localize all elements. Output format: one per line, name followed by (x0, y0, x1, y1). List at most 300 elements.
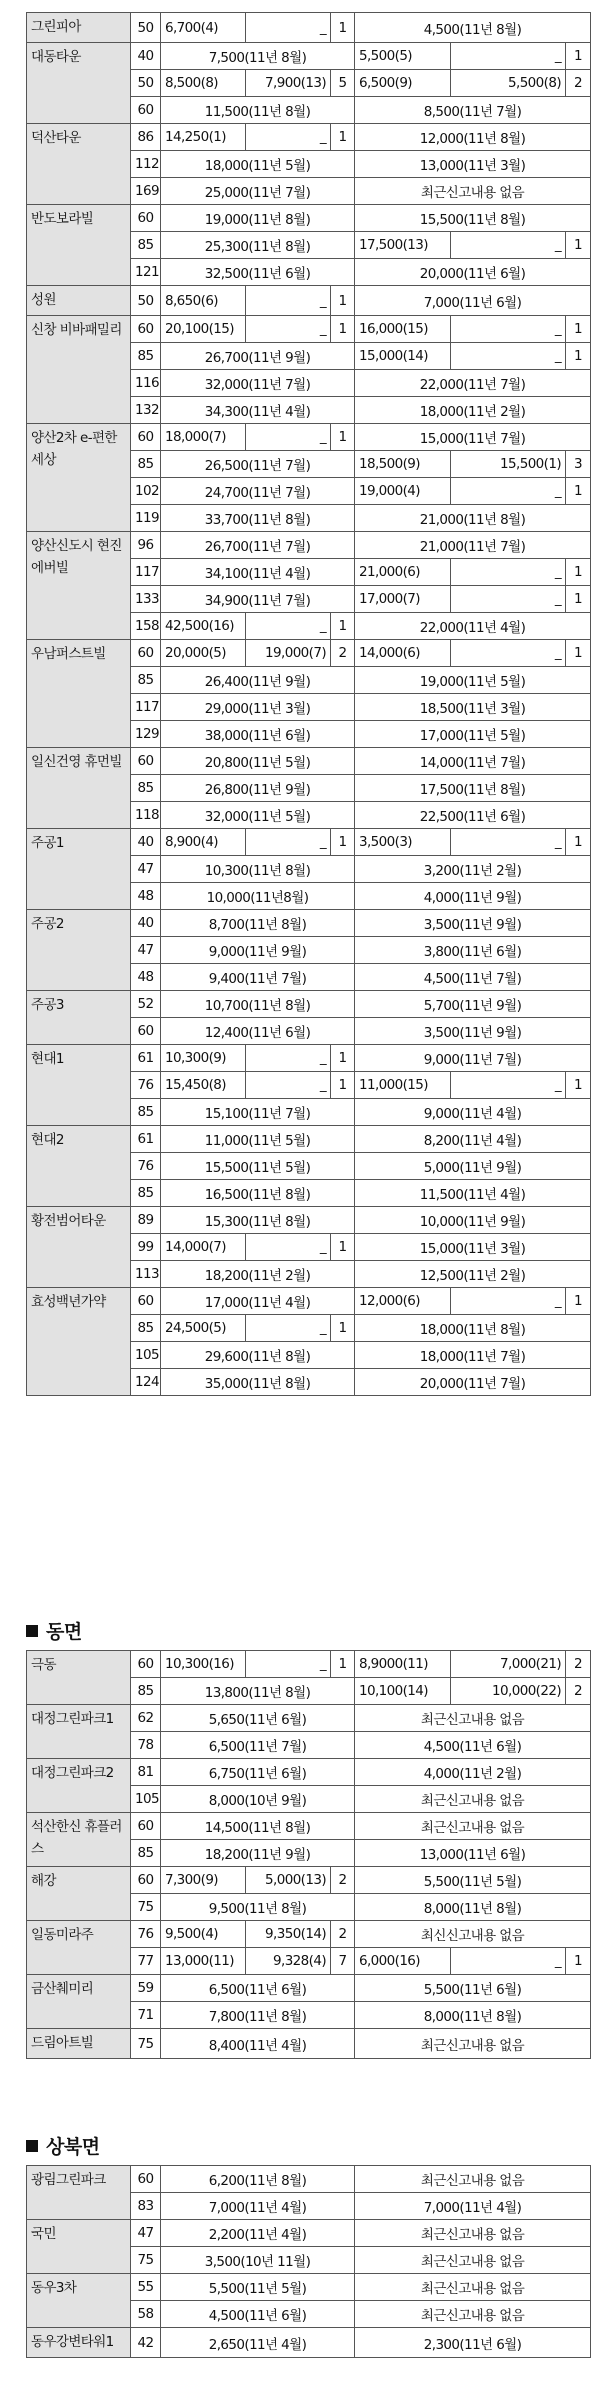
unit-size: 55 (131, 2274, 161, 2301)
sale-high: 8,500(8) (161, 70, 246, 97)
sale-high: 14,000(7) (161, 1234, 246, 1261)
complex-name: 주공1 (27, 829, 131, 910)
sale-price: 32,500(11년 6월) (161, 259, 355, 286)
unit-size: 60 (131, 205, 161, 232)
jeonse-price: 18,000(11년 2월) (355, 397, 591, 424)
unit-size: 85 (131, 232, 161, 259)
sale-price: 29,600(11년 8월) (161, 1342, 355, 1369)
unit-size: 77 (131, 1948, 161, 1975)
table-block-1 (26, 12, 590, 1396)
sale-price: 10,000(11년8월) (161, 883, 355, 910)
sale-price: 5,500(11년 5월) (161, 2274, 355, 2301)
sale-price: 8,700(11년 8월) (161, 910, 355, 937)
jeonse-price: 4,500(11년 6월) (355, 1732, 591, 1759)
jeonse-price: 5,700(11년 9월) (355, 991, 591, 1018)
jeonse-price: 최근신고내용 없음 (355, 2029, 591, 2059)
sale-price: 24,700(11년 7월) (161, 478, 355, 505)
sale-price: 15,100(11년 7월) (161, 1099, 355, 1126)
sale-price: 15,300(11년 8월) (161, 1207, 355, 1234)
jeonse-price: 15,500(11년 8월) (355, 205, 591, 232)
sale-low: _ (246, 316, 331, 343)
sale-low: _ (246, 13, 331, 43)
jeonse-high: 6,000(16) (355, 1948, 451, 1975)
jeonse-low: _ (451, 829, 566, 856)
sale-count: 1 (331, 829, 355, 856)
sale-price: 20,800(11년 5월) (161, 748, 355, 775)
sale-price: 25,300(11년 8월) (161, 232, 355, 259)
sale-low: _ (246, 613, 331, 640)
unit-size: 60 (131, 1288, 161, 1315)
sale-price: 12,400(11년 6월) (161, 1018, 355, 1045)
jeonse-high: 11,000(15) (355, 1072, 451, 1099)
sale-count: 1 (331, 424, 355, 451)
jeonse-price: 7,000(11년 6월) (355, 286, 591, 316)
unit-size: 75 (131, 1894, 161, 1921)
unit-size: 76 (131, 1072, 161, 1099)
table-row (27, 124, 591, 151)
jeonse-count: 1 (566, 640, 591, 667)
jeonse-price: 7,000(11년 4월) (355, 2193, 591, 2220)
unit-size: 85 (131, 1315, 161, 1342)
jeonse-price: 4,000(11년 2월) (355, 1759, 591, 1786)
complex-name: 성원 (27, 286, 131, 316)
unit-size: 118 (131, 802, 161, 829)
complex-name: 드림아트빌 (27, 2029, 131, 2059)
sale-count: 1 (331, 1315, 355, 1342)
unit-size: 50 (131, 70, 161, 97)
sale-count: 1 (331, 613, 355, 640)
sale-price: 29,000(11년 3월) (161, 694, 355, 721)
jeonse-price: 22,000(11년 4월) (355, 613, 591, 640)
jeonse-price: 3,500(11년 9월) (355, 1018, 591, 1045)
unit-size: 85 (131, 1180, 161, 1207)
jeonse-low: 7,000(21) (451, 1651, 566, 1678)
table-row (27, 910, 591, 937)
unit-size: 132 (131, 397, 161, 424)
unit-size: 60 (131, 97, 161, 124)
jeonse-price: 최근신고내용 없음 (355, 178, 591, 205)
table-row (27, 424, 591, 451)
sale-price: 32,000(11년 7월) (161, 370, 355, 397)
table-row (27, 1045, 591, 1072)
sale-price: 7,800(11년 8월) (161, 2002, 355, 2029)
table-row (27, 316, 591, 343)
sale-low: _ (246, 829, 331, 856)
section-title: 동면 (46, 1621, 82, 1643)
unit-size: 60 (131, 748, 161, 775)
sale-price: 34,900(11년 7월) (161, 586, 355, 613)
sale-high: 8,900(4) (161, 829, 246, 856)
jeonse-price: 21,000(11년 8월) (355, 505, 591, 532)
sale-price: 9,400(11년 7월) (161, 964, 355, 991)
sale-count: 1 (331, 1072, 355, 1099)
unit-size: 40 (131, 43, 161, 70)
sale-count: 1 (331, 286, 355, 316)
table-row (27, 1126, 591, 1153)
complex-name: 극동 (27, 1651, 131, 1705)
sale-low: _ (246, 1315, 331, 1342)
sale-high: 24,500(5) (161, 1315, 246, 1342)
jeonse-high: 17,500(13) (355, 232, 451, 259)
unit-size: 60 (131, 1867, 161, 1894)
sale-high: 18,000(7) (161, 424, 246, 451)
jeonse-price: 13,000(11년 6월) (355, 1840, 591, 1867)
unit-size: 117 (131, 694, 161, 721)
sale-price: 3,500(10년 11월) (161, 2247, 355, 2274)
jeonse-price: 3,200(11년 2월) (355, 856, 591, 883)
unit-size: 47 (131, 2220, 161, 2247)
jeonse-price: 최근신고내용 없음 (355, 2274, 591, 2301)
jeonse-price: 14,000(11년 7월) (355, 748, 591, 775)
complex-name: 양산2차 e-편한세상 (27, 424, 131, 532)
sale-low: 9,350(14) (246, 1921, 331, 1948)
sale-price: 15,500(11년 5월) (161, 1153, 355, 1180)
jeonse-low: _ (451, 343, 566, 370)
jeonse-count: 1 (566, 1948, 591, 1975)
jeonse-price: 12,500(11년 2월) (355, 1261, 591, 1288)
jeonse-count: 1 (566, 829, 591, 856)
jeonse-price: 12,000(11년 8월) (355, 124, 591, 151)
table-row (27, 2029, 591, 2059)
complex-name: 반도보라빌 (27, 205, 131, 286)
unit-size: 76 (131, 1921, 161, 1948)
unit-size: 71 (131, 2002, 161, 2029)
jeonse-high: 18,500(9) (355, 451, 451, 478)
sale-price: 6,500(11년 6월) (161, 1975, 355, 2002)
jeonse-price: 4,000(11년 9월) (355, 883, 591, 910)
unit-size: 76 (131, 1153, 161, 1180)
unit-size: 121 (131, 259, 161, 286)
sale-price: 14,500(11년 8월) (161, 1813, 355, 1840)
jeonse-low: _ (451, 232, 566, 259)
unit-size: 117 (131, 559, 161, 586)
sale-price: 6,200(11년 8월) (161, 2166, 355, 2193)
jeonse-price: 19,000(11년 5월) (355, 667, 591, 694)
section-heading-dongmyeon (26, 1617, 82, 1644)
jeonse-low: _ (451, 586, 566, 613)
unit-size: 62 (131, 1705, 161, 1732)
jeonse-low: _ (451, 1948, 566, 1975)
sale-price: 33,700(11년 8월) (161, 505, 355, 532)
jeonse-count: 1 (566, 478, 591, 505)
sale-price: 2,650(11년 4월) (161, 2328, 355, 2358)
table-row (27, 2220, 591, 2247)
sale-price: 18,200(11년 2월) (161, 1261, 355, 1288)
table-row (27, 1705, 591, 1732)
complex-name: 금산췌미리 (27, 1975, 131, 2029)
unit-size: 52 (131, 991, 161, 1018)
sale-price: 6,750(11년 6월) (161, 1759, 355, 1786)
unit-size: 42 (131, 2328, 161, 2358)
section-heading-sangbukmyeon (26, 2132, 100, 2159)
sale-price: 25,000(11년 7월) (161, 178, 355, 205)
table-row (27, 2274, 591, 2301)
complex-name: 신창 비바패밀리 (27, 316, 131, 424)
sale-price: 16,500(11년 8월) (161, 1180, 355, 1207)
jeonse-low: _ (451, 478, 566, 505)
unit-size: 47 (131, 856, 161, 883)
sale-count: 5 (331, 70, 355, 97)
unit-size: 58 (131, 2301, 161, 2328)
jeonse-price: 15,000(11년 7월) (355, 424, 591, 451)
sale-price: 10,700(11년 8월) (161, 991, 355, 1018)
sale-count: 2 (331, 1921, 355, 1948)
jeonse-price: 5,500(11년 6월) (355, 1975, 591, 2002)
unit-size: 85 (131, 1678, 161, 1705)
jeonse-price: 최근신고내용 없음 (355, 1813, 591, 1840)
sale-count: 1 (331, 124, 355, 151)
unit-size: 48 (131, 883, 161, 910)
unit-size: 169 (131, 178, 161, 205)
sale-low: _ (246, 1072, 331, 1099)
unit-size: 60 (131, 1813, 161, 1840)
complex-name: 해강 (27, 1867, 131, 1921)
table-row (27, 2328, 591, 2358)
sale-price: 38,000(11년 6월) (161, 721, 355, 748)
table-row (27, 1921, 591, 1948)
complex-name: 동우강변타워1 (27, 2328, 131, 2358)
table-row (27, 286, 591, 316)
sale-price: 7,500(11년 8월) (161, 43, 355, 70)
jeonse-low: _ (451, 1072, 566, 1099)
sale-price: 26,400(11년 9월) (161, 667, 355, 694)
sale-price: 9,000(11년 9월) (161, 937, 355, 964)
unit-size: 102 (131, 478, 161, 505)
jeonse-price: 5,000(11년 9월) (355, 1153, 591, 1180)
sale-low: _ (246, 1651, 331, 1678)
sale-low: _ (246, 286, 331, 316)
jeonse-price: 2,300(11년 6월) (355, 2328, 591, 2358)
sale-price: 26,700(11년 9월) (161, 343, 355, 370)
jeonse-price: 15,000(11년 3월) (355, 1234, 591, 1261)
jeonse-count: 1 (566, 232, 591, 259)
sale-low: 19,000(7) (246, 640, 331, 667)
jeonse-high: 19,000(4) (355, 478, 451, 505)
sale-price: 8,400(11년 4월) (161, 2029, 355, 2059)
unit-size: 89 (131, 1207, 161, 1234)
jeonse-count: 2 (566, 70, 591, 97)
sale-price: 34,300(11년 4월) (161, 397, 355, 424)
sale-count: 2 (331, 640, 355, 667)
jeonse-low: _ (451, 316, 566, 343)
unit-size: 60 (131, 1018, 161, 1045)
jeonse-high: 16,000(15) (355, 316, 451, 343)
jeonse-price: 4,500(11년 7월) (355, 964, 591, 991)
jeonse-high: 8,9000(11) (355, 1651, 451, 1678)
complex-name: 우남퍼스트빌 (27, 640, 131, 748)
jeonse-price: 8,500(11년 7월) (355, 97, 591, 124)
unit-size: 85 (131, 1099, 161, 1126)
sale-price: 11,000(11년 5월) (161, 1126, 355, 1153)
table-block-3 (26, 2165, 590, 2358)
jeonse-price: 8,000(11년 8월) (355, 1894, 591, 1921)
sale-low: _ (246, 424, 331, 451)
sale-price: 7,000(11년 4월) (161, 2193, 355, 2220)
jeonse-price: 18,500(11년 3월) (355, 694, 591, 721)
table-row (27, 1759, 591, 1786)
unit-size: 85 (131, 451, 161, 478)
table-row (27, 1813, 591, 1840)
jeonse-price: 최근신고내용 없음 (355, 1705, 591, 1732)
table-row (27, 205, 591, 232)
sale-high: 13,000(11) (161, 1948, 246, 1975)
unit-size: 112 (131, 151, 161, 178)
sale-high: 9,500(4) (161, 1921, 246, 1948)
sale-high: 10,300(9) (161, 1045, 246, 1072)
unit-size: 85 (131, 1840, 161, 1867)
jeonse-price: 8,000(11년 8월) (355, 2002, 591, 2029)
unit-size: 105 (131, 1786, 161, 1813)
unit-size: 113 (131, 1261, 161, 1288)
complex-name: 현대1 (27, 1045, 131, 1126)
sale-price: 19,000(11년 8월) (161, 205, 355, 232)
jeonse-price: 9,000(11년 7월) (355, 1045, 591, 1072)
unit-size: 119 (131, 505, 161, 532)
jeonse-price: 4,500(11년 8월) (355, 13, 591, 43)
listing-table (26, 2165, 591, 2358)
sale-low: _ (246, 1234, 331, 1261)
jeonse-count: 3 (566, 451, 591, 478)
unit-size: 47 (131, 937, 161, 964)
jeonse-high: 21,000(6) (355, 559, 451, 586)
sale-high: 20,000(5) (161, 640, 246, 667)
complex-name: 대정그린파크2 (27, 1759, 131, 1813)
jeonse-count: 1 (566, 1288, 591, 1315)
jeonse-price: 22,500(11년 6월) (355, 802, 591, 829)
sale-price: 11,500(11년 8월) (161, 97, 355, 124)
sale-low: _ (246, 124, 331, 151)
sale-price: 13,800(11년 8월) (161, 1678, 355, 1705)
unit-size: 61 (131, 1045, 161, 1072)
jeonse-price: 13,000(11년 3월) (355, 151, 591, 178)
table-row (27, 532, 591, 559)
jeonse-price: 8,200(11년 4월) (355, 1126, 591, 1153)
sale-count: 1 (331, 1045, 355, 1072)
listing-table (26, 12, 591, 1396)
sale-count: 1 (331, 1651, 355, 1678)
sale-price: 5,650(11년 6월) (161, 1705, 355, 1732)
jeonse-high: 14,000(6) (355, 640, 451, 667)
sale-price: 26,700(11년 7월) (161, 532, 355, 559)
section-title: 상북면 (46, 2136, 100, 2158)
complex-name: 주공3 (27, 991, 131, 1045)
sale-price: 2,200(11년 4월) (161, 2220, 355, 2247)
sale-price: 18,000(11년 5월) (161, 151, 355, 178)
sale-high: 6,700(4) (161, 13, 246, 43)
sale-high: 7,300(9) (161, 1867, 246, 1894)
jeonse-count: 2 (566, 1678, 591, 1705)
jeonse-price: 22,000(11년 7월) (355, 370, 591, 397)
jeonse-count: 1 (566, 586, 591, 613)
jeonse-price: 18,000(11년 8월) (355, 1315, 591, 1342)
jeonse-price: 5,500(11년 5월) (355, 1867, 591, 1894)
sale-count: 2 (331, 1867, 355, 1894)
jeonse-price: 20,000(11년 7월) (355, 1369, 591, 1396)
jeonse-low: 10,000(22) (451, 1678, 566, 1705)
unit-size: 83 (131, 2193, 161, 2220)
sale-high: 42,500(16) (161, 613, 246, 640)
jeonse-price: 10,000(11년 9월) (355, 1207, 591, 1234)
jeonse-low: 5,500(8) (451, 70, 566, 97)
sale-price: 9,500(11년 8월) (161, 1894, 355, 1921)
jeonse-price: 21,000(11년 7월) (355, 532, 591, 559)
complex-name: 현대2 (27, 1126, 131, 1207)
sale-price: 10,300(11년 8월) (161, 856, 355, 883)
jeonse-high: 3,500(3) (355, 829, 451, 856)
jeonse-price: 3,800(11년 6월) (355, 937, 591, 964)
unit-size: 60 (131, 2166, 161, 2193)
unit-size: 61 (131, 1126, 161, 1153)
table-row (27, 1651, 591, 1678)
unit-size: 50 (131, 286, 161, 316)
table-row (27, 1975, 591, 2002)
table-row (27, 829, 591, 856)
table-row (27, 1207, 591, 1234)
jeonse-price: 최근신고내용 없음 (355, 1786, 591, 1813)
jeonse-price: 20,000(11년 6월) (355, 259, 591, 286)
jeonse-low: _ (451, 559, 566, 586)
jeonse-high: 5,500(5) (355, 43, 451, 70)
unit-size: 85 (131, 667, 161, 694)
sale-low: 9,328(4) (246, 1948, 331, 1975)
jeonse-low: _ (451, 1288, 566, 1315)
unit-size: 60 (131, 640, 161, 667)
table-block-2 (26, 1650, 590, 2059)
jeonse-price: 3,500(11년 9월) (355, 910, 591, 937)
square-bullet-icon (26, 2140, 38, 2152)
unit-size: 50 (131, 13, 161, 43)
jeonse-low: _ (451, 43, 566, 70)
jeonse-low: 15,500(1) (451, 451, 566, 478)
square-bullet-icon (26, 1625, 38, 1637)
unit-size: 75 (131, 2247, 161, 2274)
complex-name: 석산한신 휴플러스 (27, 1813, 131, 1867)
jeonse-price: 최근신고내용 없음 (355, 2247, 591, 2274)
jeonse-price: 18,000(11년 7월) (355, 1342, 591, 1369)
jeonse-price: 최근신고내용 없음 (355, 2220, 591, 2247)
jeonse-count: 1 (566, 1072, 591, 1099)
complex-name: 효성백년가약 (27, 1288, 131, 1396)
jeonse-price: 11,500(11년 4월) (355, 1180, 591, 1207)
unit-size: 158 (131, 613, 161, 640)
unit-size: 78 (131, 1732, 161, 1759)
jeonse-count: 1 (566, 316, 591, 343)
sale-price: 26,500(11년 7월) (161, 451, 355, 478)
sale-price: 34,100(11년 4월) (161, 559, 355, 586)
sale-price: 26,800(11년 9월) (161, 775, 355, 802)
table-row (27, 748, 591, 775)
sale-price: 18,200(11년 9월) (161, 1840, 355, 1867)
unit-size: 81 (131, 1759, 161, 1786)
sale-count: 1 (331, 316, 355, 343)
jeonse-count: 1 (566, 343, 591, 370)
jeonse-high: 15,000(14) (355, 343, 451, 370)
jeonse-price: 17,500(11년 8월) (355, 775, 591, 802)
unit-size: 99 (131, 1234, 161, 1261)
unit-size: 105 (131, 1342, 161, 1369)
jeonse-high: 12,000(6) (355, 1288, 451, 1315)
sale-price: 17,000(11년 4월) (161, 1288, 355, 1315)
unit-size: 40 (131, 829, 161, 856)
jeonse-count: 1 (566, 43, 591, 70)
table-row (27, 991, 591, 1018)
unit-size: 60 (131, 424, 161, 451)
table-row (27, 2166, 591, 2193)
unit-size: 85 (131, 775, 161, 802)
jeonse-price: 9,000(11년 4월) (355, 1099, 591, 1126)
jeonse-high: 17,000(7) (355, 586, 451, 613)
unit-size: 116 (131, 370, 161, 397)
